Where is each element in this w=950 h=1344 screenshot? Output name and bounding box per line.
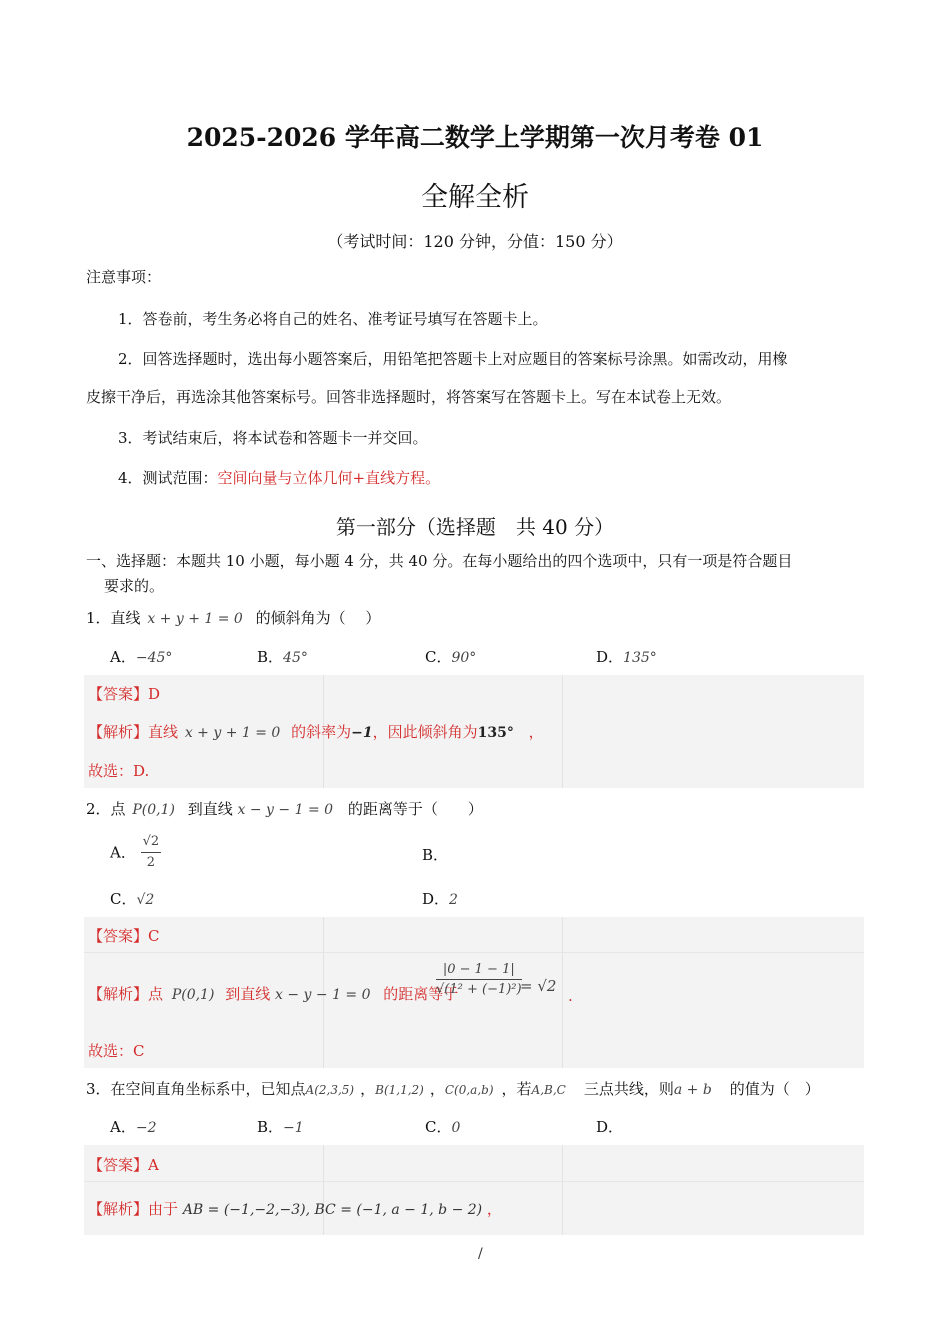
q2-stem <box>86 799 483 820</box>
note-4 <box>118 468 440 488</box>
q1-option-d-label: D． <box>596 648 624 666</box>
part1-intro-b: 要求的。 <box>104 577 165 595</box>
part1-intro-a: 一、选择题：本题共 10 小题，每小题 4 分，共 40 分。在每小题给出的四个选项中，只有一项是符合题目 <box>86 552 793 570</box>
q1-option-a-value: −45° <box>135 650 173 666</box>
q1-answer-label: 【答案】 <box>88 685 149 703</box>
q1-explanation <box>88 722 544 743</box>
q1-option-b-label: B． <box>257 648 284 666</box>
q1-option-c-label: C． <box>425 648 452 666</box>
q1-exp-a: 直线 <box>148 723 179 741</box>
q1-option-b <box>257 647 308 668</box>
q2-mid: 到直线 <box>187 800 233 818</box>
q1-exp-label: 【解析】 <box>88 723 149 741</box>
notes-heading: 注意事项： <box>86 268 162 286</box>
q3-mid: 三点共线，则 <box>583 1080 674 1098</box>
note-2b: 皮擦干净后，再选涂其他答案标号。回答非选择题时，将答案写在答题卡上。写在本试卷上无效。 <box>86 388 732 406</box>
q3-option-c-value: 0 <box>451 1120 461 1136</box>
q3-stem <box>86 1079 820 1100</box>
q3-comma-1: ， <box>360 1080 376 1098</box>
q2-exp-a: 点 <box>148 985 164 1003</box>
q2-line: x − y − 1 = 0 <box>237 802 334 818</box>
q2-exp-b: 到直线 <box>225 985 271 1003</box>
q3-option-b-value: −1 <box>283 1120 304 1136</box>
q2-exp-result: = √2 <box>520 977 557 995</box>
q3-exp-vectors: AB = (−1,−2,−3), BC = (−1, a − 1, b − 2) <box>182 1202 483 1218</box>
q2-option-a-label: A． <box>110 843 136 862</box>
note-2a: 2．回答选择题时，选出每小题答案后，用铅笔把答题卡上对应题目的答案标号涂黑。如需改动，用橡 <box>118 350 788 368</box>
document-title: 2025-2026 学年高二数学上学期第一次月考卷 01 <box>186 123 764 152</box>
q1-suffix: 的倾斜角为（ ） <box>255 609 381 627</box>
q3-point-a: A(2,3,5) <box>305 1083 355 1097</box>
q3-exp-a: 由于 <box>148 1200 179 1218</box>
q1-prefix: 1．直线 <box>86 609 141 627</box>
q3-option-a <box>110 1117 156 1138</box>
q3-point-b: B(1,1,2) <box>375 1083 424 1097</box>
q2-option-a-den: 2 <box>146 855 156 870</box>
q2-option-d-value: 2 <box>449 892 458 908</box>
q2-exp-end: . <box>568 987 573 1005</box>
q1-exp-c: ，因此倾斜角为 <box>372 723 478 741</box>
q3-exp-label: 【解析】 <box>88 1200 149 1218</box>
q3-exp-end: ， <box>486 1200 502 1218</box>
q2-prefix: 2．点 <box>86 800 126 818</box>
q1-option-b-value: 45° <box>283 650 308 666</box>
q2-exp-point: P(0,1) <box>171 987 215 1003</box>
q3-option-b-label: B． <box>257 1118 284 1136</box>
note-3: 3．考试结束后，将本试卷和答题卡一并交回。 <box>118 429 428 447</box>
q2-point: P(0,1) <box>132 802 175 818</box>
q3-answer <box>88 1155 159 1175</box>
part1-heading: 第一部分（选择题 共 40 分） <box>335 515 615 539</box>
q2-exp-line: x − y − 1 = 0 <box>275 987 371 1003</box>
q1-exp-equation: x + y + 1 = 0 <box>184 725 281 741</box>
q3-comma-2: ， <box>429 1080 445 1098</box>
q3-suffix: 的值为（ ） <box>729 1080 820 1098</box>
q2-answer-label: 【答案】 <box>88 927 149 945</box>
q3-comma-3: ，若 <box>501 1080 532 1098</box>
q3-solution-box <box>84 1145 864 1235</box>
exam-info: （考试时间：120 分钟，分值：150 分） <box>327 232 623 251</box>
q3-option-c <box>425 1117 460 1138</box>
q2-answer-value: C <box>148 927 160 945</box>
q2-option-a-fraction <box>141 832 162 873</box>
q1-exp-d: ， <box>528 723 544 741</box>
q2-exp-fraction <box>436 962 522 997</box>
q3-option-b <box>257 1117 304 1138</box>
q3-option-a-value: −2 <box>135 1120 157 1136</box>
q1-option-d-value: 135° <box>623 650 657 666</box>
q3-option-a-label: A． <box>110 1118 136 1136</box>
q1-option-d <box>596 647 657 668</box>
q1-answer-value: D <box>148 685 161 703</box>
q2-option-c-label: C． <box>110 890 137 908</box>
q3-answer-value: A <box>148 1156 159 1174</box>
page-mark: / <box>478 1246 483 1262</box>
q2-exp-label: 【解析】 <box>88 985 149 1003</box>
q3-answer-label: 【答案】 <box>88 1156 149 1174</box>
q2-conclusion: 故选：C <box>88 1042 145 1060</box>
q3-expression: a + b <box>673 1082 712 1098</box>
q2-suffix: 的距离等于（ ） <box>347 800 483 818</box>
note-4-scope: 空间向量与立体几何+直线方程。 <box>217 469 441 487</box>
q1-exp-slope: −1 <box>351 725 373 741</box>
note-1: 1．答卷前，考生务必将自己的姓名、准考证号填写在答题卡上。 <box>118 310 548 328</box>
q1-equation: x + y + 1 = 0 <box>147 611 243 627</box>
q2-option-c <box>110 889 154 910</box>
q2-option-b: B． <box>422 846 449 864</box>
q2-option-a <box>110 832 161 873</box>
q1-stem <box>86 608 380 629</box>
q1-option-c <box>425 647 476 668</box>
q3-point-c: C(0,a,b) <box>444 1083 494 1097</box>
q3-explanation <box>88 1199 502 1220</box>
q3-option-c-label: C． <box>425 1118 452 1136</box>
q1-conclusion: 故选：D. <box>88 762 150 780</box>
q2-exp-frac-num: |0 − 1 − 1| <box>436 962 522 980</box>
q3-option-d: D． <box>596 1118 624 1136</box>
q1-answer <box>88 684 160 704</box>
q1-exp-b: 的斜率为 <box>291 723 352 741</box>
q2-option-c-value: √2 <box>136 892 155 908</box>
q2-explanation <box>88 984 458 1005</box>
q2-option-d-label: D． <box>422 890 450 908</box>
document-subtitle: 全解全析 <box>421 182 529 213</box>
note-4-label: 4．测试范围： <box>118 469 218 487</box>
q2-option-a-num: √2 <box>141 832 162 853</box>
q1-exp-angle: 135° <box>477 725 514 741</box>
q2-answer <box>88 926 160 946</box>
q2-exp-frac-den: √(1² + (−1)²) <box>436 982 522 997</box>
q1-option-a-label: A． <box>110 648 136 666</box>
q3-points-abc: A,B,C <box>531 1083 566 1097</box>
q1-option-a <box>110 647 172 668</box>
q1-option-c-value: 90° <box>451 650 477 666</box>
q3-prefix: 3．在空间直角坐标系中，已知点 <box>86 1080 306 1098</box>
q2-option-d <box>422 889 458 910</box>
q2-exp-c: 的距离等于 <box>383 985 459 1003</box>
